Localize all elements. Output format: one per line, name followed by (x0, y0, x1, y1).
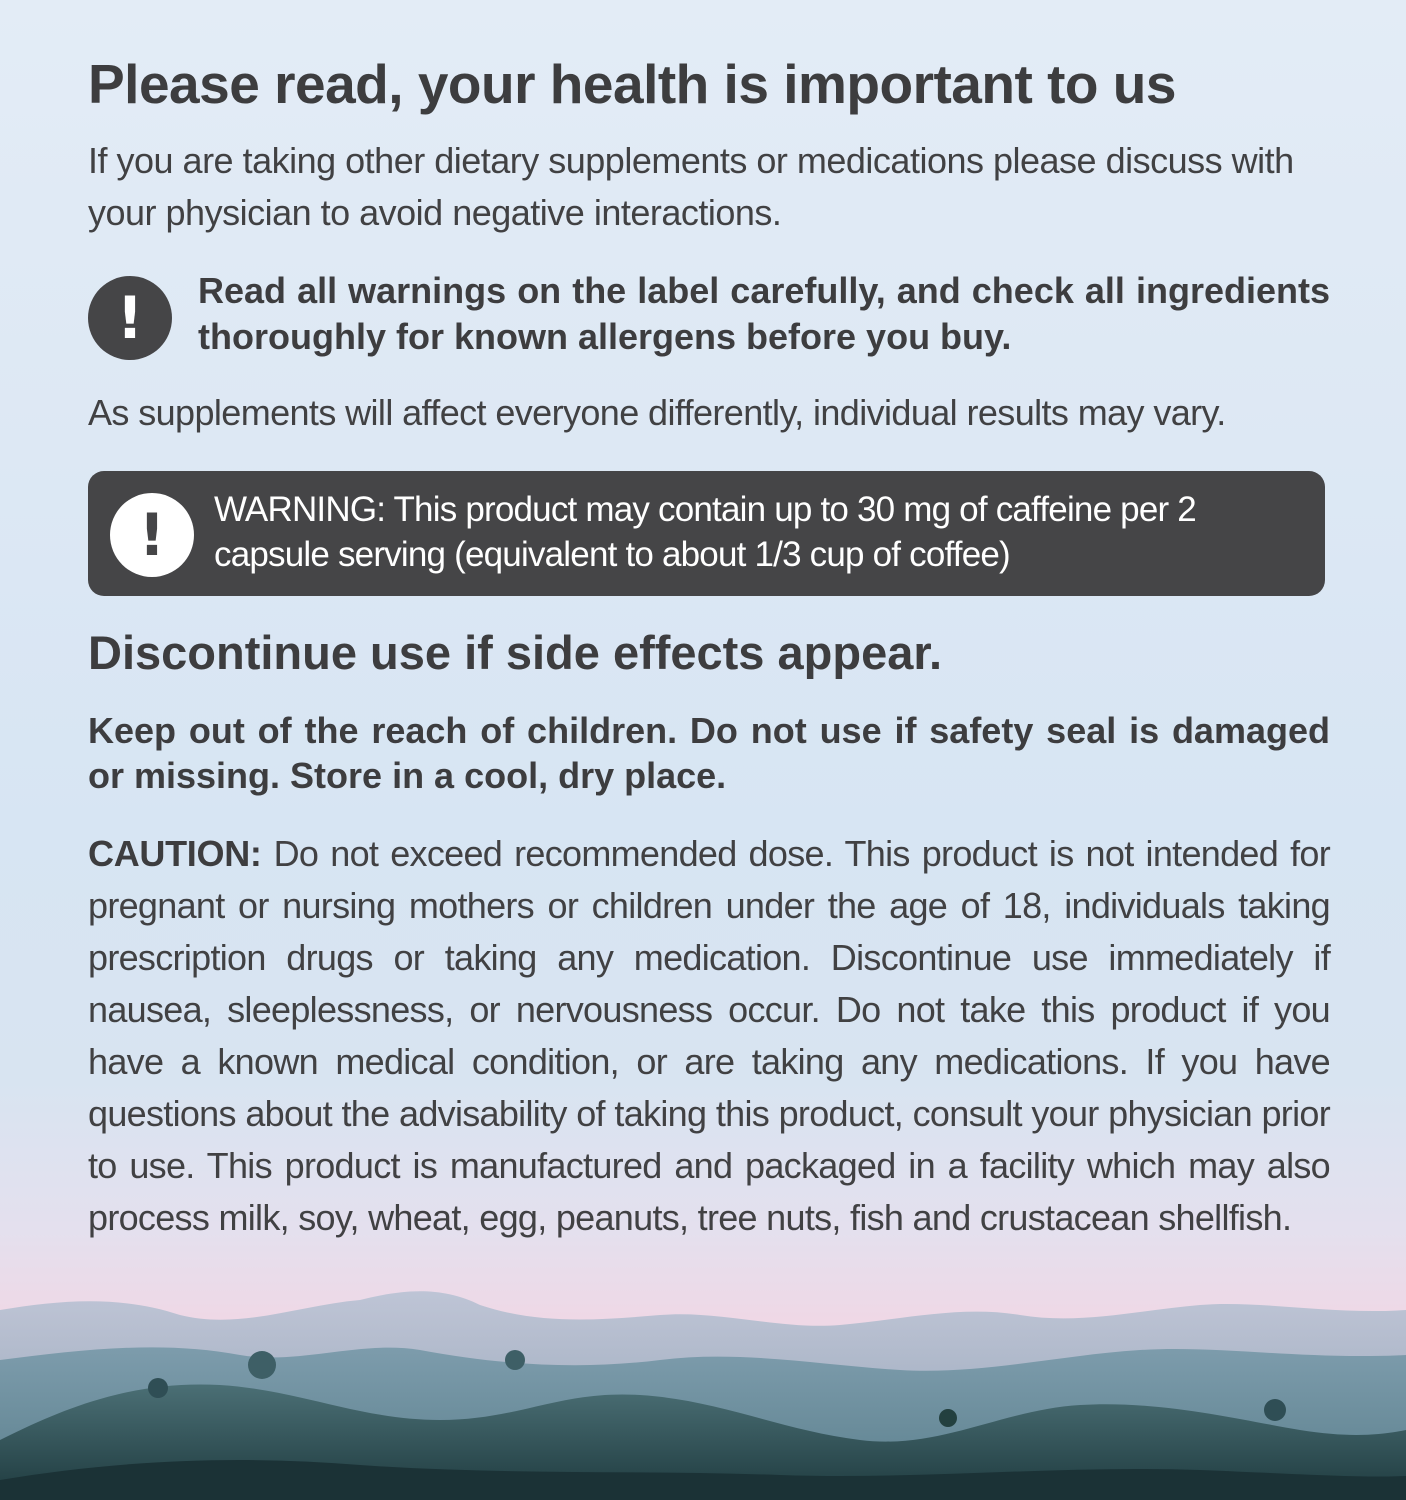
exclamation-circle-icon: ! (110, 493, 194, 577)
landscape-background (0, 1270, 1406, 1500)
allergen-notice-text: Read all warnings on the label carefully, and check all ingredients thoroughly for known allergens before you buy. (198, 270, 1330, 357)
discontinue-heading: Discontinue use if side effects appear. (88, 626, 943, 679)
caffeine-warning-box (88, 471, 1325, 596)
intro-paragraph: If you are taking other dietary supplements or medications please discuss with your physician to avoid negative interactions. (88, 140, 1294, 233)
storage-notice: Keep out of the reach of children. Do not use if safety seal is damaged or missing. Store in a cool, dry place. (88, 710, 1330, 796)
caution-paragraph (88, 828, 1330, 1244)
caution-label: CAUTION: (88, 833, 262, 874)
caution-text: Do not exceed recommended dose. This product is not intended for pregnant or nursing mothers or children under the age of 18, individuals taking prescription drugs or taking any medication. Discontinue use immediately if nausea, sleeplessness, or nervousness occur. Do not take this product if you have a known medical condition, or are taking any medications. If you have questions about the advisability of taking this product, consult your physician prior to use. This product is manufactured and packaged in a facility which may also process milk, soy, wheat, egg, peanuts, tree nuts, fish and crustacean shellfish. (88, 833, 1330, 1238)
results-note: As supplements will affect everyone differently, individual results may vary. (88, 392, 1226, 433)
caffeine-warning-text: WARNING: This product may contain up to 30 mg of caffeine per 2 capsule serving (equivalent to about 1/3 cup of coffee) (214, 490, 1196, 574)
exclamation-circle-icon: ! (88, 276, 172, 360)
page-heading: Please read, your health is important to us (88, 53, 1176, 115)
